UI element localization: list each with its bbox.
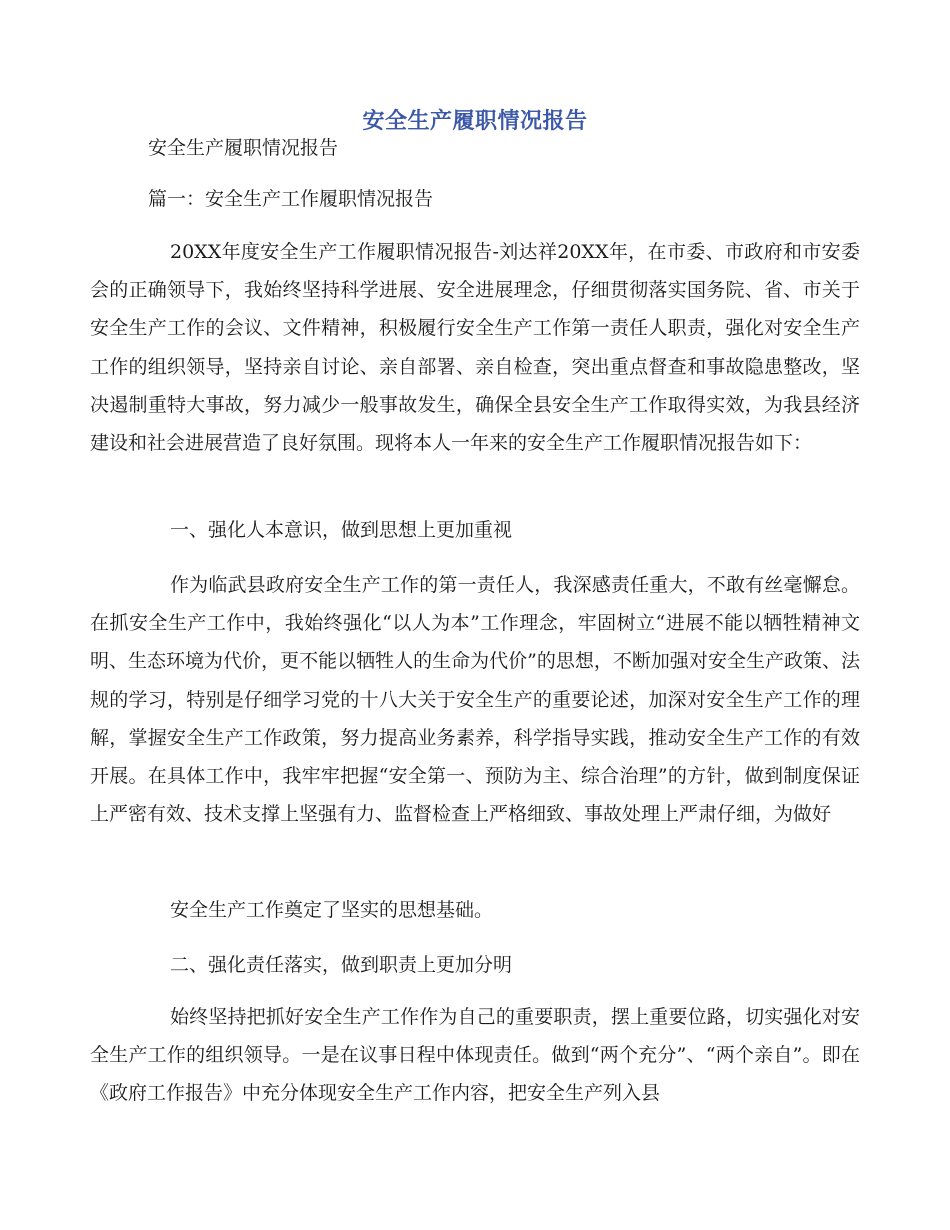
paragraph-2: 作为临武县政府安全生产工作的第一责任人，我深感责任重大，不敢有丝毫懈怠。在抓安全生产工作中，我始终强化“以人为本”工作理念，牢固树立“进展不能以牺牲精神文明、生态环境为代价，更不能以牺牲人的生命为代价”的思想，不断加强对安全生产政策、法规的学习，特别是仔细学习党的十八大关于安全生产的重要论述，加深对安全生产工作的理解，掌握安全生产工作政策，努力提高业务素养，科学指导实践，推动安全生产工作的有效开展。在具体工作中，我牢牢把握“安全第一、预防为主、综合治理”的方针，做到制度保证上严密有效、技术支撑上坚强有力、监督检查上严格细致、事故处理上严肃仔细，为做好 <box>90 574 860 826</box>
paragraph-3: 始终坚持把抓好安全生产工作作为自己的重要职责，摆上重要位路，切实强化对安全生产工作的组织领导。一是在议事日程中体现责任。做到“两个充分”、“两个亲自”。即在《政府工作报告》中充分体现安全生产工作内容，把安全生产列入县 <box>90 1006 860 1105</box>
paragraph-intro: 20XX年度安全生产工作履职情况报告-刘达祥20XX年，在市委、市政府和市安委会的正确领导下，我始终坚持科学进展、安全进展理念，仔细贯彻落实国务院、省、市关于安全生产工作的会议、文件精神，积极履行安全生产工作第一责任人职责，强化对安全生产工作的组织领导，坚持亲自讨论、亲自部署、亲自检查，突出重点督查和事故隐患整改，坚决遏制重特大事故，努力减少一般事故发生，确保全县安全生产工作取得实效，为我县经济建设和社会进展营造了良好氛围。现将本人一年来的安全生产工作履职情况报告如下： <box>90 241 860 455</box>
section-heading: 篇一：安全生产工作履职情况报告 <box>148 188 434 210</box>
subheading-1: 一、强化人本意识，做到思想上更加重视 <box>170 519 513 541</box>
subheading-2: 二、强化责任落实，做到职责上更加分明 <box>170 954 513 976</box>
document-title: 安全生产履职情况报告 <box>362 109 588 134</box>
paragraph-2-continuation: 安全生产工作奠定了坚实的思想基础。 <box>170 899 494 921</box>
document-subtitle: 安全生产履职情况报告 <box>148 137 339 159</box>
